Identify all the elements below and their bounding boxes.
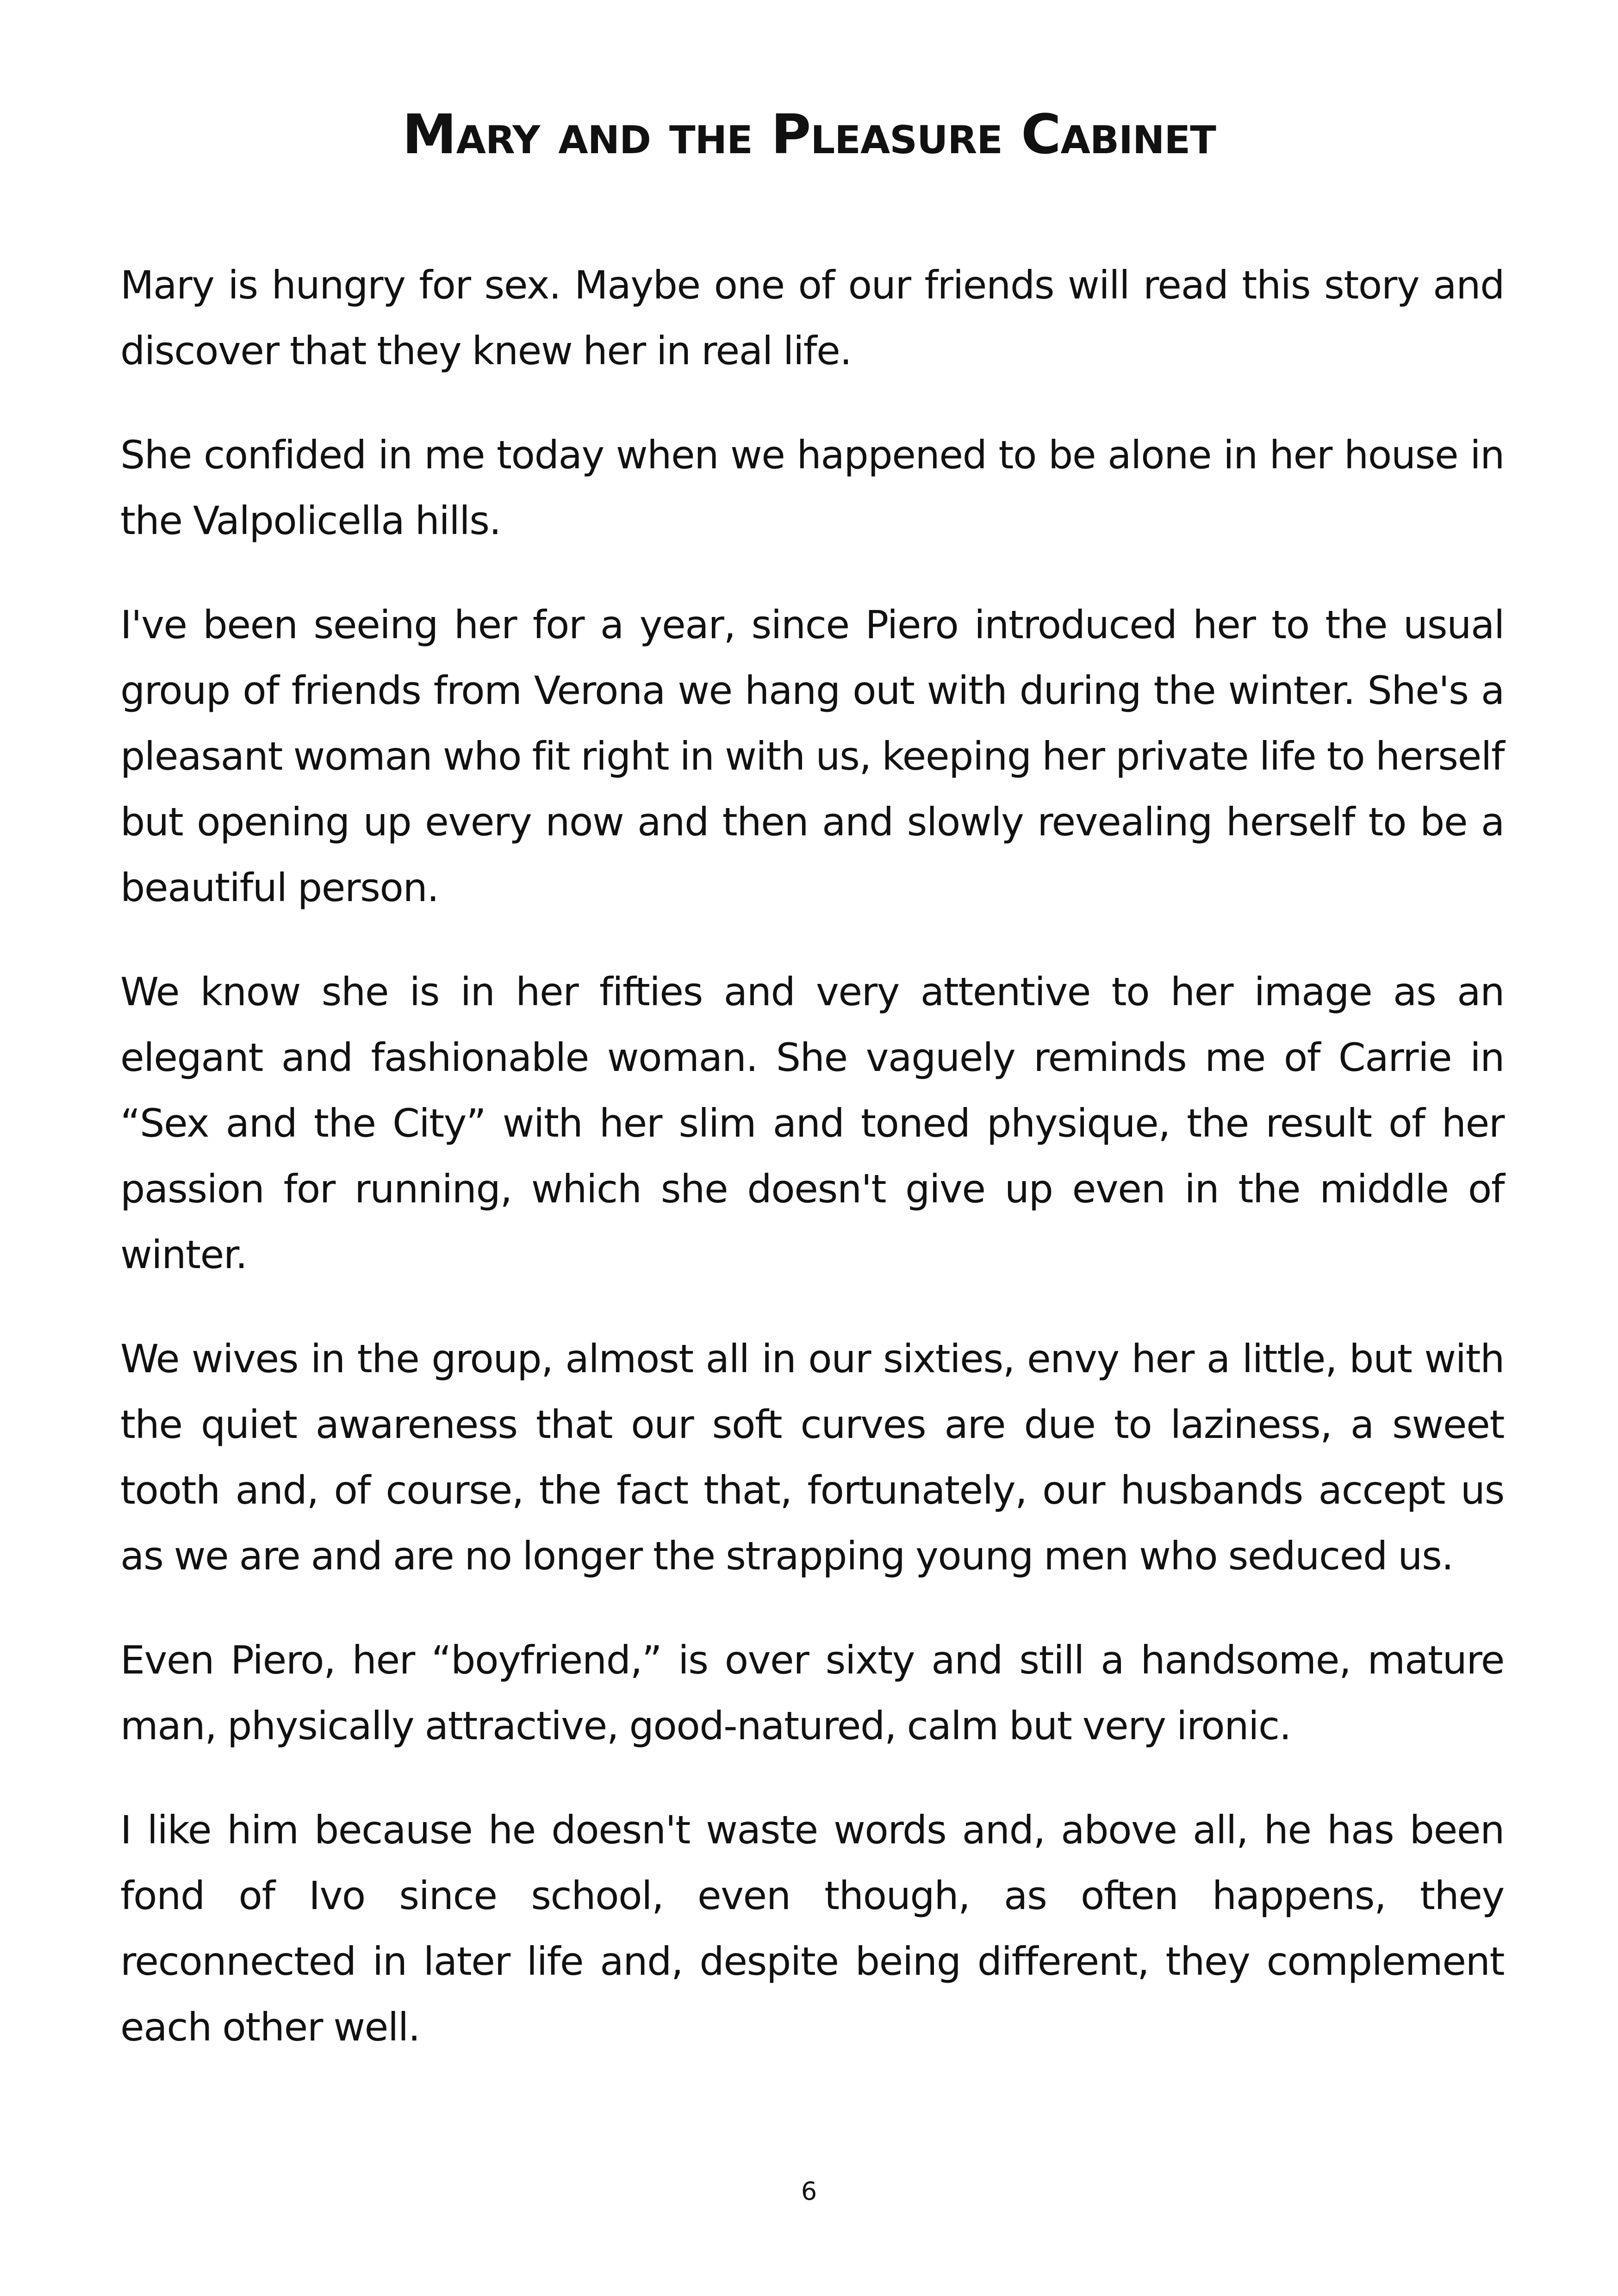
paragraph: She confided in me today when we happened to be alone in her house in the Valpolicella hills. bbox=[120, 432, 1504, 543]
paragraph: We know she is in her fifties and very attentive to her image as an elegant and fashionable woman. She vaguely reminds me of Carrie in “Sex and the City” with her slim and toned physique, the result of her passion for running, which she doesn't give up even in the middle of winter. bbox=[120, 969, 1504, 1277]
page-number: 6 bbox=[801, 2177, 817, 2206]
paragraph: I like him because he doesn't waste words and, above all, he has been fond of Ivo since school, even though, as often happens, they reconnected in later life and, despite being different, they complement each other well. bbox=[120, 1807, 1504, 2050]
paragraph: I've been seeing her for a year, since Piero introduced her to the usual group of friends from Verona we hang out with during the winter. She's a pleasant woman who fit right in with us, keeping her private life to herself but opening up every now and then and slowly revealing herself to be a beautiful person. bbox=[120, 602, 1504, 910]
page-title: Mary and the Pleasure Cabinet bbox=[402, 102, 1216, 166]
story-body bbox=[120, 252, 1504, 2098]
paragraph: Mary is hungry for sex. Maybe one of our friends will read this story and discover that they knew her in real life. bbox=[120, 262, 1504, 373]
paragraph: We wives in the group, almost all in our sixties, envy her a little, but with the quiet awareness that our soft curves are due to laziness, a sweet tooth and, of course, the fact that, fortunately, our husbands accept us as we are and are no longer the strapping young men who seduced us. bbox=[120, 1336, 1504, 1579]
paragraph: Even Piero, her “boyfriend,” is over sixty and still a handsome, mature man, physically attractive, good-natured, calm but very ironic. bbox=[120, 1637, 1504, 1748]
